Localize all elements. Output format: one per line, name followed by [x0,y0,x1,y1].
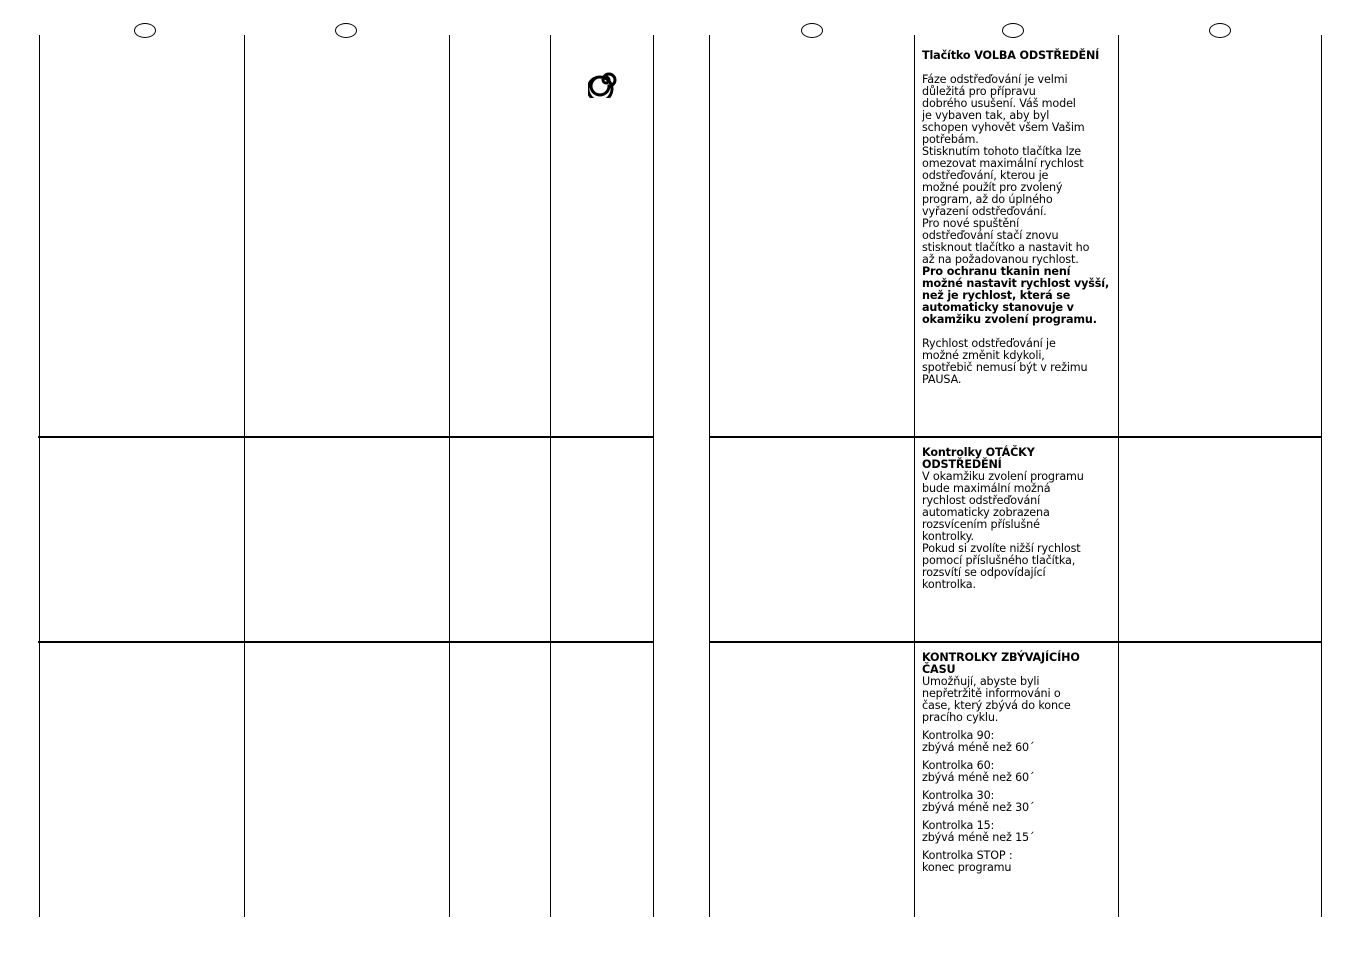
paragraph: Fáze odstřeďování je velmi důležitá pro přípravu dobrého usušení. Váš model je vybaven tak, aby byl schopen vyhovět všem Vašim potřebám. Stisknutím tohoto tlačítka lze omezovat maximální rychlost odstřeďování, kterou je možné použít pro zvolený program, až do úplného vyřazení odstřeďování. Pro nové spuštění odstřeďování stačí znovu stisknout tlačítko a nastavit ho až na požadovanou rychlost. [922,73,1090,266]
indicator-item: Kontrolka STOP : konec programu [922,849,1013,874]
row-divider [709,436,1322,438]
indicator-item: Kontrolka 30: zbývá méně než 30´ [922,789,1035,814]
remaining-time-section [922,652,1112,874]
grid-line [914,35,915,917]
grid-line [653,35,654,917]
row-divider [38,641,654,643]
column-marker-2 [335,23,357,38]
grid-line [1321,35,1322,917]
section-title: KONTROLKY ZBÝVAJÍCÍHO ČASU [922,651,1080,676]
indicator-item: Kontrolka 90: zbývá méně než 60´ [922,729,1035,754]
spin-spiral-icon [588,62,624,98]
row-divider [38,436,654,438]
indicator-item: Kontrolka 15: zbývá méně než 15´ [922,819,1035,844]
column-marker-5 [1209,23,1231,38]
section-title: Kontrolky OTÁČKY ODSTŘEDĚNÍ [922,446,1035,471]
grid-line [39,35,40,917]
column-marker-4 [1002,23,1024,38]
grid-line [709,35,710,917]
section-title: Tlačítko VOLBA ODSTŘEDĚNÍ [922,49,1100,62]
paragraph: Rychlost odstřeďování je možné změnit kdykoli, spotřebič nemusí být v režimu PAUSA. [922,337,1088,386]
spin-rpm-section [922,447,1112,591]
grid-line [550,35,551,917]
paragraph: V okamžiku zvolení programu bude maximální možná rychlost odstřeďování automaticky zobrazena rozsvícením příslušné kontrolky. Pokud si zvolíte nižší rychlost pomocí příslušného tlačítka, rozsvítí se odpovídající kontrolka. [922,470,1084,591]
row-divider [709,641,1322,643]
spin-selection-section [922,50,1112,386]
column-marker-1 [134,23,156,38]
indicator-item: Kontrolka 60: zbývá méně než 60´ [922,759,1035,784]
paragraph: Umožňují, abyste byli nepřetržitě informováni o čase, který zbývá do konce pracího cyklu. [922,675,1071,724]
column-marker-3 [801,23,823,38]
grid-line [244,35,245,917]
bold-paragraph: Pro ochranu tkanin není možné nastavit rychlost vyšší, než je rychlost, která se automaticky stanovuje v okamžiku zvolení programu. [922,265,1110,326]
grid-line [449,35,450,917]
grid-line [1118,35,1119,917]
